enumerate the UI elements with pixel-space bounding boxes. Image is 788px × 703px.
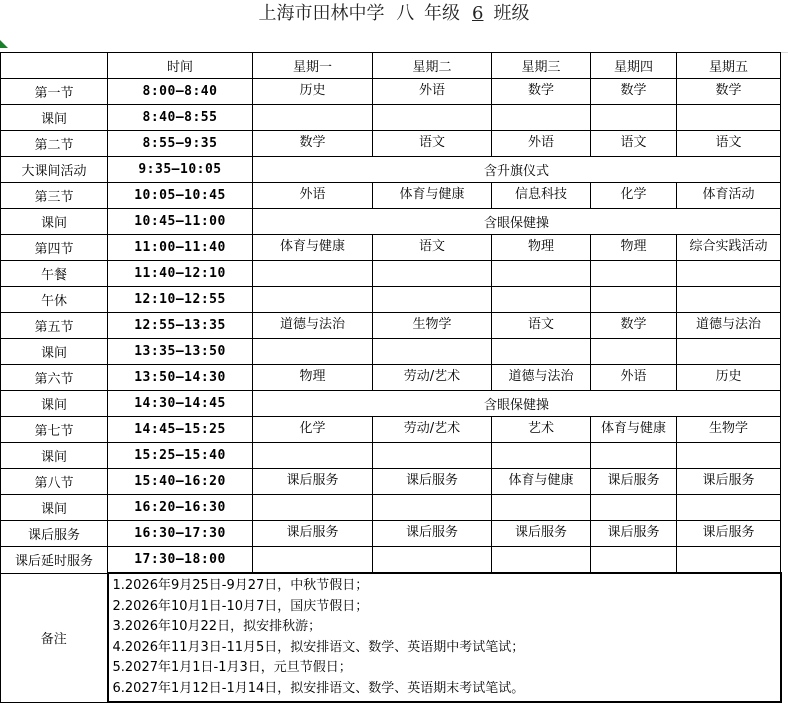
- merged-activity-cell: 含升旗仪式: [253, 157, 781, 183]
- time-cell: 10:05—10:45: [108, 183, 253, 209]
- time-header: 时间: [108, 53, 253, 79]
- note-line: 4.2026年11月3日-11月5日，拟安排语文、数学、英语期中考试笔试；: [112, 639, 525, 655]
- notes-content: [108, 573, 781, 702]
- subject-cell: 课后服务: [373, 469, 492, 495]
- subject-cell: 劳动/艺术: [373, 365, 492, 391]
- schedule-row: [1, 417, 781, 443]
- subject-cell: [677, 339, 781, 365]
- subject-cell: [591, 287, 677, 313]
- period-cell: 第六节: [1, 365, 108, 391]
- time-cell: 15:25—15:40: [108, 443, 253, 469]
- schedule-row: [1, 105, 781, 131]
- time-cell: 16:30—17:30: [108, 521, 253, 547]
- subject-cell: 道德与法治: [253, 313, 373, 339]
- notes-row: [1, 573, 781, 702]
- subject-cell: 课后服务: [677, 469, 781, 495]
- subject-cell: [492, 547, 591, 574]
- subject-cell: [373, 495, 492, 521]
- subject-cell: 体育与健康: [373, 183, 492, 209]
- subject-cell: 信息科技: [492, 183, 591, 209]
- class-number: 6: [472, 3, 484, 24]
- period-cell: 课间: [1, 105, 108, 131]
- period-cell: 第七节: [1, 417, 108, 443]
- schedule-row: [1, 209, 781, 235]
- corner-cell: [1, 53, 108, 79]
- subject-cell: [492, 105, 591, 131]
- subject-cell: [591, 547, 677, 574]
- subject-cell: 语文: [677, 131, 781, 157]
- subject-cell: [677, 261, 781, 287]
- cell-corner-marker-icon: [0, 40, 8, 48]
- subject-cell: [373, 339, 492, 365]
- note-line: 2.2026年10月1日-10月7日，国庆节假日；: [112, 598, 369, 614]
- schedule-row: [1, 365, 781, 391]
- subject-cell: [373, 105, 492, 131]
- period-cell: 午餐: [1, 261, 108, 287]
- time-cell: 10:45—11:00: [108, 209, 253, 235]
- grade-suffix: 年级: [424, 3, 460, 24]
- subject-cell: 课后服务: [253, 521, 373, 547]
- subject-cell: 外语: [492, 131, 591, 157]
- subject-cell: [253, 443, 373, 469]
- period-cell: 第五节: [1, 313, 108, 339]
- subject-cell: [677, 443, 781, 469]
- time-cell: 11:40—12:10: [108, 261, 253, 287]
- period-cell: 第二节: [1, 131, 108, 157]
- note-line: 3.2026年10月22日，拟安排秋游；: [112, 619, 322, 634]
- schedule-row: [1, 183, 781, 209]
- subject-cell: [492, 443, 591, 469]
- period-cell: 第八节: [1, 469, 108, 495]
- period-cell: 第四节: [1, 235, 108, 261]
- subject-cell: [253, 339, 373, 365]
- subject-cell: [492, 339, 591, 365]
- time-cell: 16:20—16:30: [108, 495, 253, 521]
- subject-cell: 体育与健康: [591, 417, 677, 443]
- schedule-row: [1, 313, 781, 339]
- time-cell: 14:45—15:25: [108, 417, 253, 443]
- period-cell: 课间: [1, 209, 108, 235]
- period-cell: 第三节: [1, 183, 108, 209]
- time-cell: 15:40—16:20: [108, 469, 253, 495]
- header-row: [1, 53, 781, 79]
- school-name: 上海市田林中学: [258, 3, 385, 24]
- schedule-row: [1, 287, 781, 313]
- subject-cell: [677, 547, 781, 574]
- period-cell: 大课间活动: [1, 157, 108, 183]
- subject-cell: 课后服务: [677, 521, 781, 547]
- subject-cell: 课后服务: [591, 521, 677, 547]
- subject-cell: 课后服务: [591, 469, 677, 495]
- subject-cell: 生物学: [677, 417, 781, 443]
- subject-cell: 历史: [677, 365, 781, 391]
- schedule-row: [1, 443, 781, 469]
- subject-cell: 数学: [253, 131, 373, 157]
- schedule-row: [1, 157, 781, 183]
- subject-cell: 道德与法治: [492, 365, 591, 391]
- schedule-row: [1, 339, 781, 365]
- subject-cell: [373, 261, 492, 287]
- subject-cell: [253, 495, 373, 521]
- subject-cell: 历史: [253, 79, 373, 105]
- subject-cell: [253, 105, 373, 131]
- day-header: 星期三: [492, 53, 591, 79]
- schedule-row: [1, 131, 781, 157]
- time-cell: 12:10—12:55: [108, 287, 253, 313]
- time-cell: 14:30—14:45: [108, 391, 253, 417]
- subject-cell: 数学: [677, 79, 781, 105]
- subject-cell: [492, 261, 591, 287]
- note-line: 6.2027年1月12日-1月14日，拟安排语文、数学、英语期末考试笔试。: [112, 680, 525, 696]
- schedule-row: [1, 391, 781, 417]
- schedule-row: [1, 235, 781, 261]
- subject-cell: 道德与法治: [677, 313, 781, 339]
- schedule-row: [1, 495, 781, 521]
- day-header: 星期四: [591, 53, 677, 79]
- subject-cell: 语文: [373, 131, 492, 157]
- day-header: 星期二: [373, 53, 492, 79]
- notes-label: 备注: [1, 573, 108, 702]
- subject-cell: 体育与健康: [253, 235, 373, 261]
- subject-cell: [253, 261, 373, 287]
- time-cell: 8:00—8:40: [108, 79, 253, 105]
- subject-cell: 课后服务: [373, 521, 492, 547]
- note-line: 1.2026年9月25日-9月27日，中秋节假日；: [112, 578, 369, 593]
- subject-cell: 物理: [492, 235, 591, 261]
- period-cell: 课间: [1, 391, 108, 417]
- period-cell: 课间: [1, 495, 108, 521]
- subject-cell: [373, 287, 492, 313]
- time-cell: 8:40—8:55: [108, 105, 253, 131]
- subject-cell: 体育活动: [677, 183, 781, 209]
- subject-cell: [591, 261, 677, 287]
- schedule-row: [1, 79, 781, 105]
- schedule-table: [0, 52, 782, 703]
- subject-cell: 数学: [591, 313, 677, 339]
- subject-cell: 课后服务: [492, 521, 591, 547]
- time-cell: 8:55—9:35: [108, 131, 253, 157]
- time-cell: 13:35—13:50: [108, 339, 253, 365]
- period-cell: 第一节: [1, 79, 108, 105]
- schedule-row: [1, 469, 781, 495]
- subject-cell: [253, 547, 373, 574]
- subject-cell: [591, 339, 677, 365]
- time-cell: 11:00—11:40: [108, 235, 253, 261]
- subject-cell: 课后服务: [253, 469, 373, 495]
- time-cell: 13:50—14:30: [108, 365, 253, 391]
- subject-cell: 语文: [373, 235, 492, 261]
- subject-cell: [591, 495, 677, 521]
- period-cell: 课间: [1, 443, 108, 469]
- subject-cell: [677, 495, 781, 521]
- schedule-row: [1, 261, 781, 287]
- subject-cell: 生物学: [373, 313, 492, 339]
- subject-cell: 劳动/艺术: [373, 417, 492, 443]
- subject-cell: [591, 443, 677, 469]
- subject-cell: [492, 495, 591, 521]
- subject-cell: 外语: [253, 183, 373, 209]
- subject-cell: 语文: [591, 131, 677, 157]
- time-cell: 17:30—18:00: [108, 547, 253, 574]
- subject-cell: 艺术: [492, 417, 591, 443]
- subject-cell: [677, 287, 781, 313]
- subject-cell: 数学: [591, 79, 677, 105]
- subject-cell: 物理: [253, 365, 373, 391]
- subject-cell: [373, 547, 492, 574]
- subject-cell: 体育与健康: [492, 469, 591, 495]
- time-cell: 12:55—13:35: [108, 313, 253, 339]
- period-cell: 午休: [1, 287, 108, 313]
- time-cell: 9:35—10:05: [108, 157, 253, 183]
- subject-cell: 物理: [591, 235, 677, 261]
- subject-cell: 外语: [373, 79, 492, 105]
- subject-cell: [492, 287, 591, 313]
- subject-cell: [253, 287, 373, 313]
- merged-activity-cell: 含眼保健操: [253, 391, 781, 417]
- subject-cell: 语文: [492, 313, 591, 339]
- grade-number: 八: [396, 3, 415, 24]
- subject-cell: 外语: [591, 365, 677, 391]
- day-header: 星期五: [677, 53, 781, 79]
- note-line: 5.2027年1月1日-1月3日，元旦节假日；: [112, 660, 352, 675]
- class-suffix: 班级: [493, 3, 530, 24]
- day-header: 星期一: [253, 53, 373, 79]
- schedule-row: [1, 521, 781, 547]
- period-cell: 课后延时服务: [1, 547, 108, 574]
- page-title: [0, 0, 788, 28]
- period-cell: 课后服务: [1, 521, 108, 547]
- spreadsheet-blank-row: [0, 28, 788, 53]
- subject-cell: 综合实践活动: [677, 235, 781, 261]
- schedule-row: [1, 547, 781, 574]
- merged-activity-cell: 含眼保健操: [253, 209, 781, 235]
- subject-cell: 数学: [492, 79, 591, 105]
- subject-cell: 化学: [253, 417, 373, 443]
- subject-cell: [373, 443, 492, 469]
- subject-cell: [591, 105, 677, 131]
- period-cell: 课间: [1, 339, 108, 365]
- subject-cell: [677, 105, 781, 131]
- subject-cell: 化学: [591, 183, 677, 209]
